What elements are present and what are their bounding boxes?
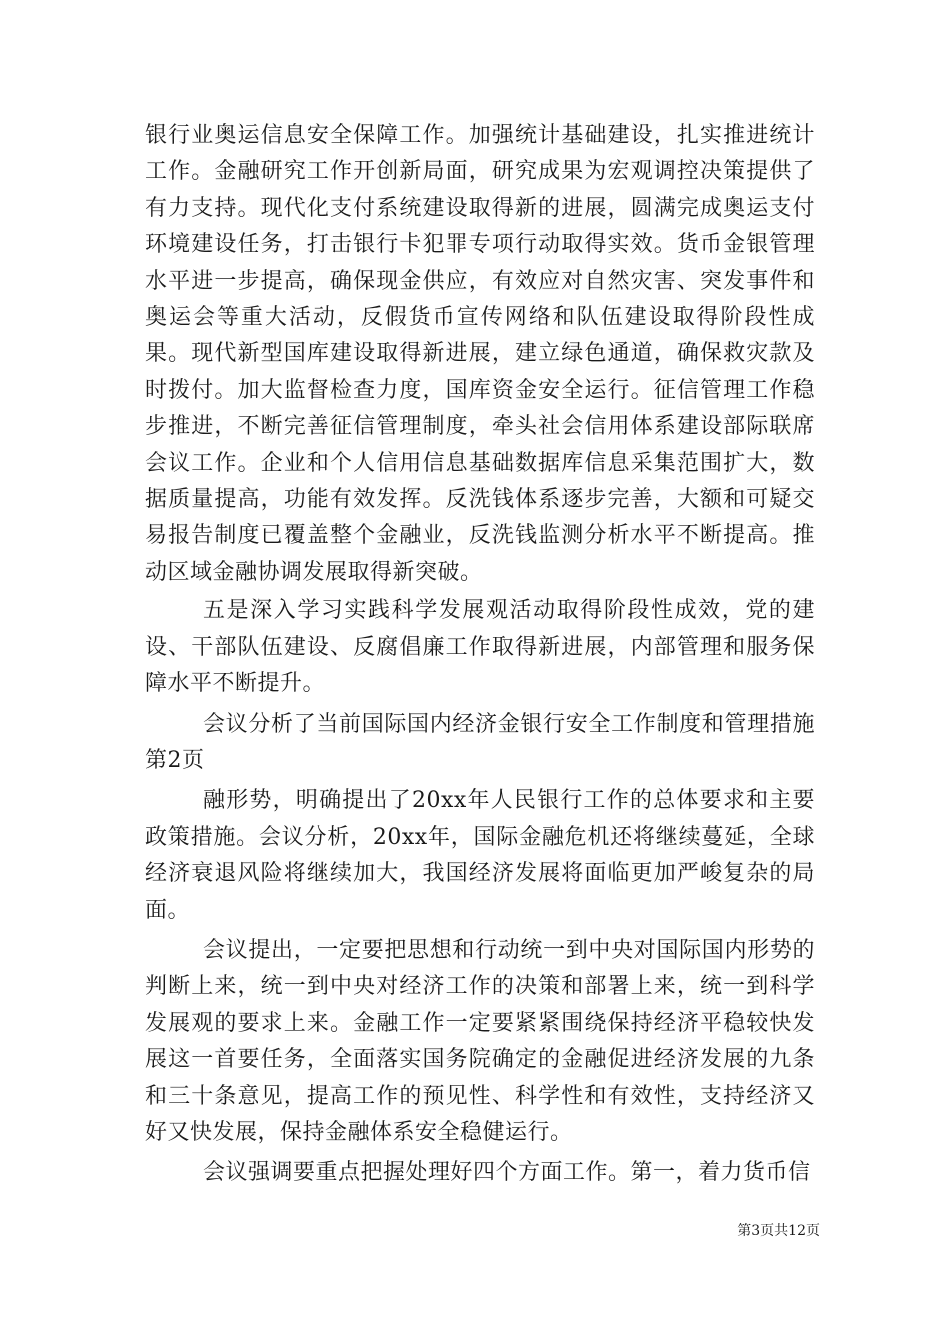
paragraph-2: 五是深入学习实践科学发展观活动取得阶段性成效，党的建设、干部队伍建设、反腐倡廉工作取得新进展，内部管理和服务保障水平不断提升。 — [145, 598, 815, 697]
paragraph-5: 会议提出，一定要把思想和行动统一到中央对国际国内形势的判断上来，统一到中央对经济工作的决策和部署上来，统一到科学发展观的要求上来。金融工作一定要紧紧围绕保持经济平稳较快发展这一首要任务，全面落实国务院确定的金融促进经济发展的九条和三十条意见，提高工作的预见性、科学性和有效性，支持经济又好又快发展，保持金融体系安全稳健运行。 — [145, 937, 815, 1145]
page-number-footer: 第3页共12页 — [737, 1223, 820, 1239]
document-body — [145, 118, 815, 1192]
paragraph-1: 银行业奥运信息安全保障工作。加强统计基础建设，扎实推进统计工作。金融研究工作开创新局面，研究成果为宏观调控决策提供了有力支持。现代化支付系统建设取得新的进展，圆满完成奥运支付环境建设任务，打击银行卡犯罪专项行动取得实效。货币金银管理水平进一步提高，确保现金供应，有效应对自然灾害、突发事件和奥运会等重大活动，反假货币宣传网络和队伍建设取得阶段性成果。现代新型国库建设取得新进展，建立绿色通道，确保救灾款及时拨付。加大监督检查力度，国库资金安全运行。征信管理工作稳步推进，不断完善征信管理制度，牵头社会信用体系建设部际联席会议工作。企业和个人信用信息基础数据库信息采集范围扩大，数据质量提高，功能有效发挥。反洗钱体系逐步完善，大额和可疑交易报告制度已覆盖整个金融业，反洗钱监测分析水平不断提高。推动区域金融协调发展取得新突破。 — [145, 123, 815, 585]
paragraph-6: 会议强调要重点把握处理好四个方面工作。第一，着力货币信 — [203, 1160, 811, 1186]
paragraph-3: 会议分析了当前国际国内经济金银行安全工作制度和管理措施第2页 — [145, 711, 815, 773]
paragraph-4: 融形势，明确提出了20xx年人民银行工作的总体要求和主要政策措施。会议分析，20xx年，国际金融危机还将继续蔓延，全球经济衰退风险将继续加大，我国经济发展将面临更加严峻复杂的局面。 — [145, 788, 815, 923]
